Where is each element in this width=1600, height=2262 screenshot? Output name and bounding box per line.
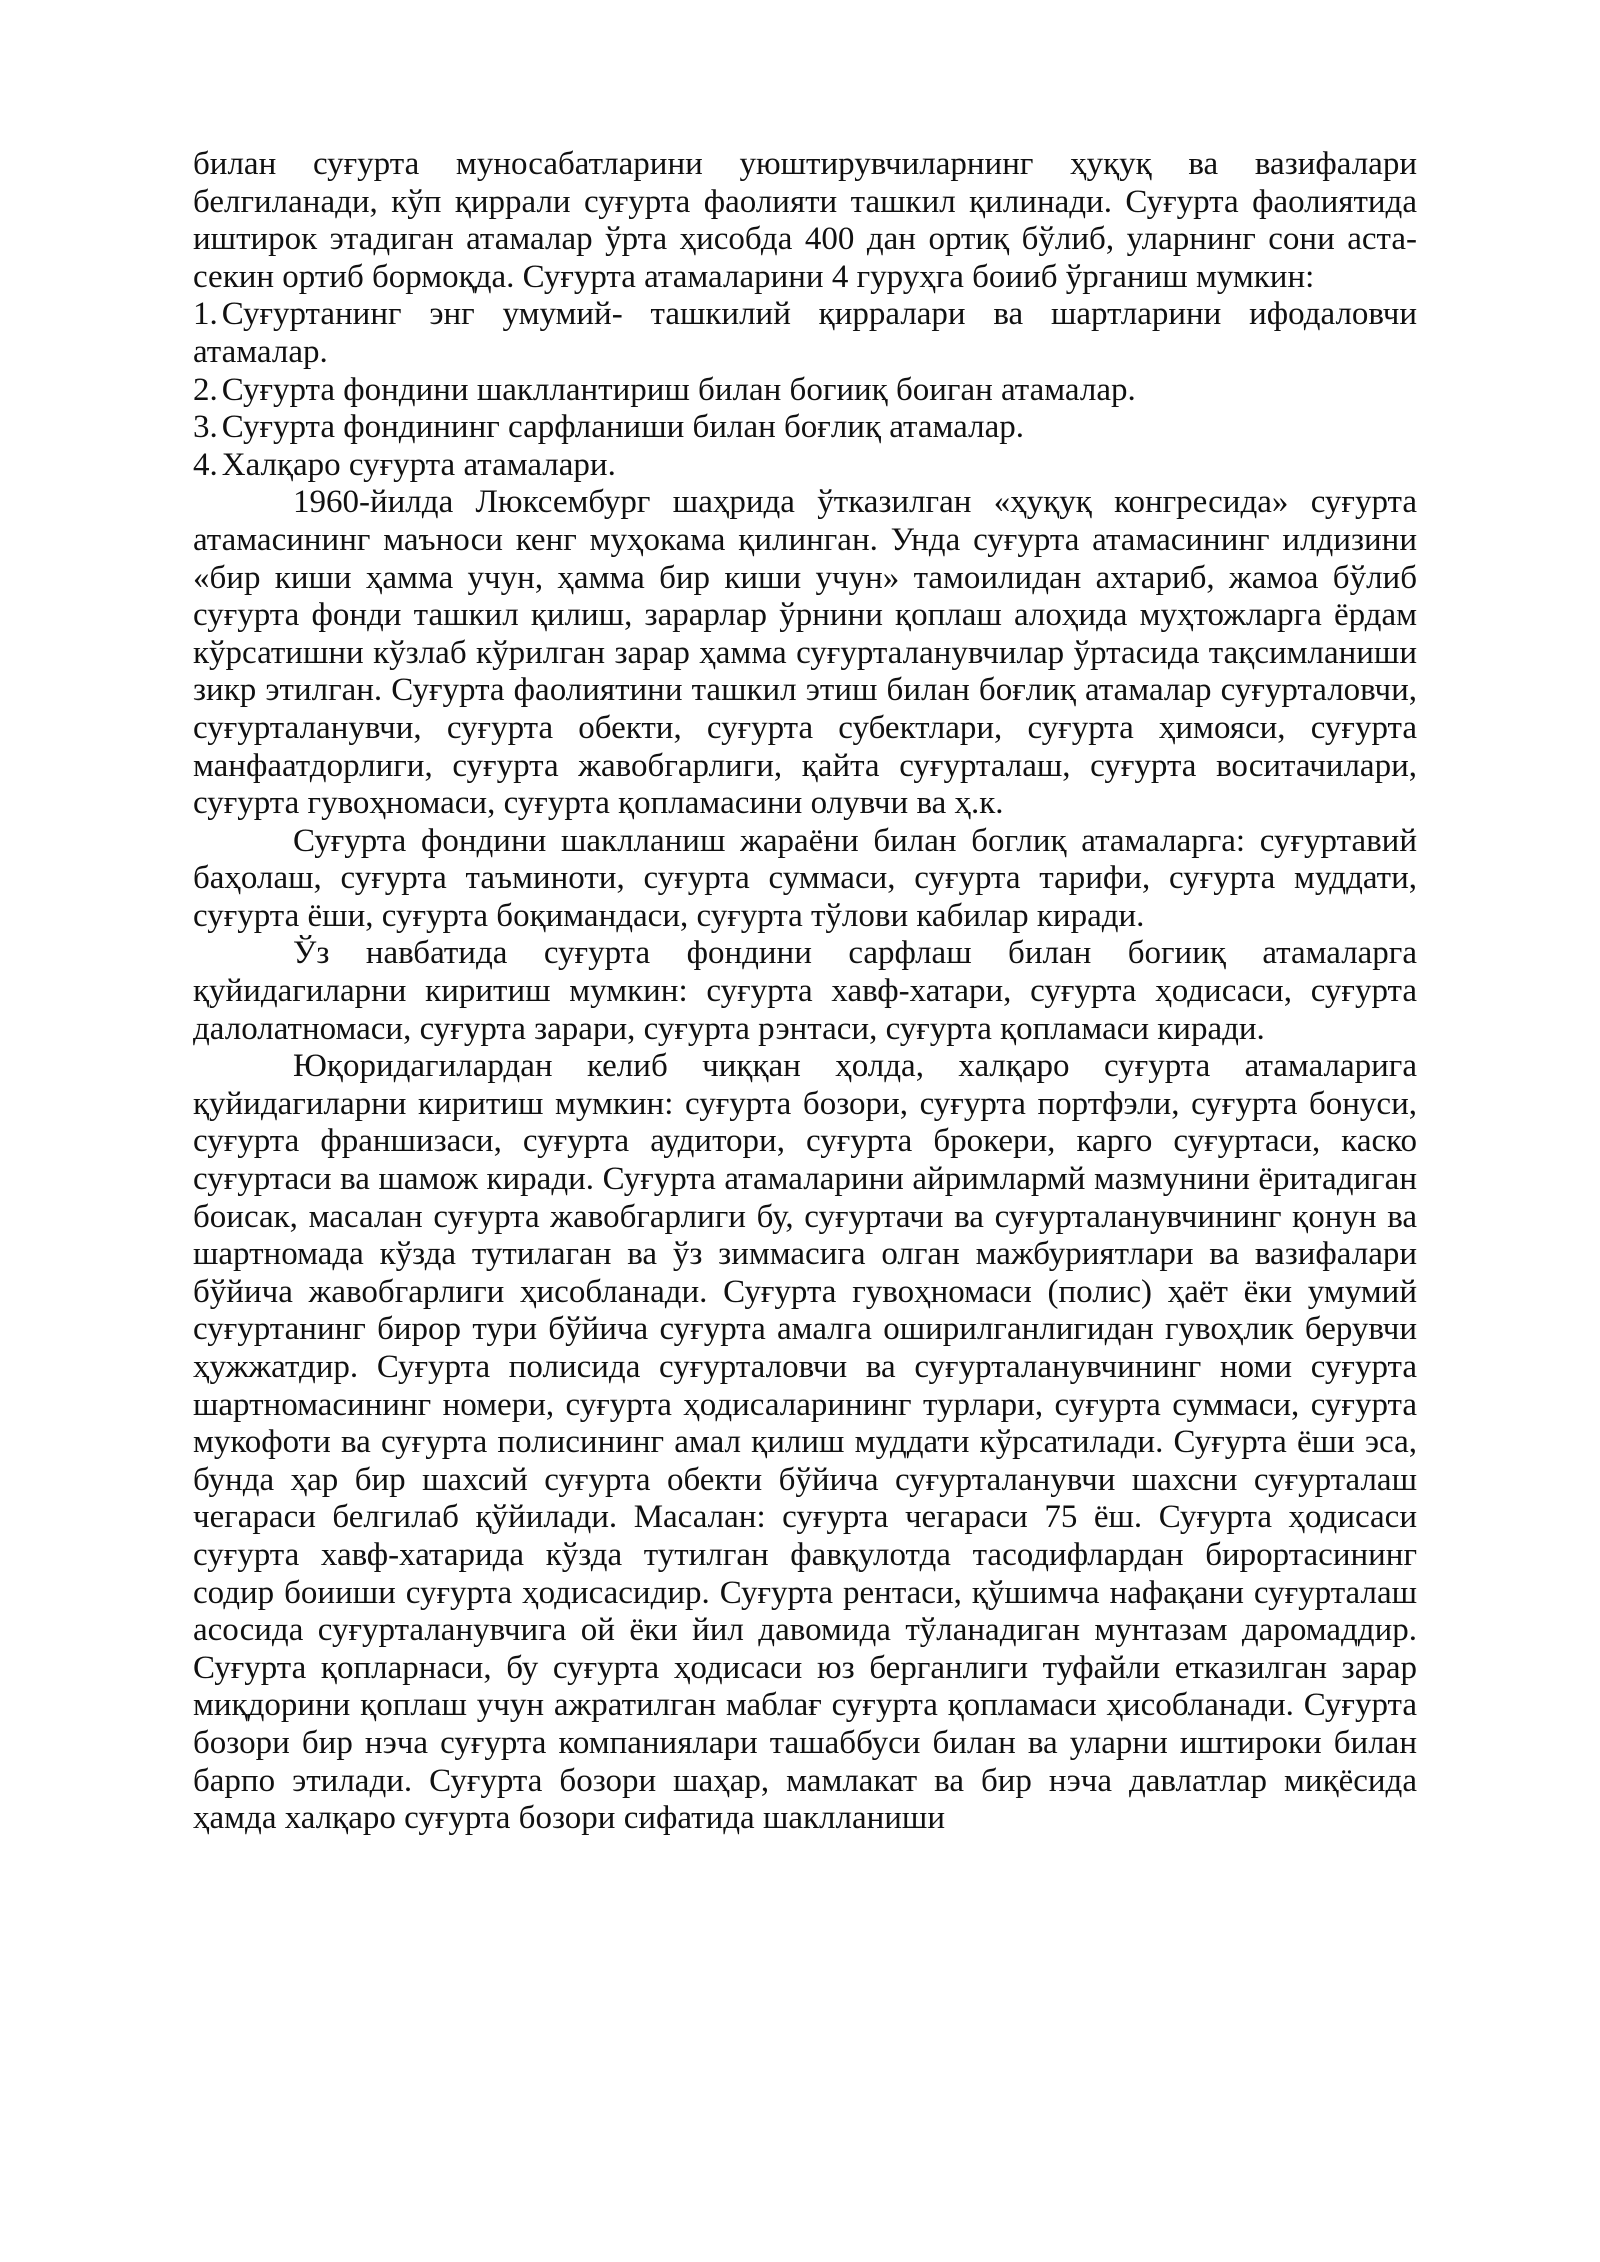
list-item xyxy=(193,372,1417,410)
term-groups-list xyxy=(193,296,1417,484)
fund-spending-paragraph: Ўз навбатида суғурта фондини сарфлаш билан богииқ атамаларга қуйидагиларни киритиш мумкин: суғурта хавф-хатари, суғурта ҳодисаси, суғурта далолатномаси, суғурта зарари, суғурта рэнтаси, суғурта қопламаси киради. xyxy=(193,935,1417,1047)
list-item xyxy=(193,409,1417,447)
congress-paragraph: 1960-йилда Люксембург шаҳрида ўтказилган «ҳуқуқ конгресида» суғурта атамасининг маъноси кенг муҳокама қилинган. Унда суғурта атамасининг илдизини «бир киши ҳамма учун, ҳамма бир киши учун» тамоилидан ахтариб, жамоа бўлиб суғурта фонди ташкил қилиш, зарарлар ўрнини қоплаш алоҳида муҳтожларга ёрдам кўрсатишни кўзлаб кўрилган зарар ҳамма суғурталанувчилар ўртасида тақсимланиши зикр этилган. Суғурта фаолиятини ташкил этиш билан боғлиқ атамалар суғурталовчи, суғурталанувчи, суғурта обекти, суғурта субектлари, суғурта ҳимояси, суғурта манфаатдорлиги, суғурта жавобгарлиги, қайта суғурталаш, суғурта воситачилари, суғурта гувоҳномаси, суғурта қопламасини олувчи ва ҳ.к. xyxy=(193,484,1417,822)
list-item xyxy=(193,447,1417,485)
intro-paragraph: билан суғурта муносабатларини уюштирувчиларнинг ҳуқуқ ва вазифалари белгиланади, кўп қиррали суғурта фаолияти ташкил қилинади. Суғурта фаолиятида иштирок этадиган атамалар ўрта ҳисобда 400 дан ортиқ бўлиб, уларнинг сони аста-секин ортиб бормоқда. Суғурта атамаларини 4 гуруҳга боииб ўрганиш мумкин: xyxy=(193,146,1417,295)
fund-formation-paragraph: Суғурта фондини шаклланиш жараёни билан боглиқ атамаларга: суғуртавий баҳолаш, суғурта таъминоти, суғурта суммаси, суғурта тарифи, суғурта муддати, суғурта ёши, суғурта боқимандаси, суғурта тўлови кабилар киради. xyxy=(193,822,1417,934)
international-terms-paragraph: Юқоридагилардан келиб чиққан ҳолда, халқаро суғурта атамаларига қуйидагиларни киритиш мумкин: суғурта бозори, суғурта портфэли, суғурта бонуси, суғурта франшизаси, суғурта аудитори, суғурта брокери, карго суғуртаси, каско суғуртаси ва шамож киради. Суғурта атамаларини айримлармй мазмунини ёритадиган боисак, масалан суғурта жавобгарлиги бу, суғуртачи ва суғурталанувчининг қонун ва шартномада кўзда тутилаган ва ўз зиммасига олган мажбуриятлари ва вазифалари бўйича жавобгарлиги ҳисобланади. Суғурта гувоҳномаси (полис) ҳаёт ёки умумий суғуртанинг бирор тури бўйича суғурта амалга оширилганлигидан гувоҳлик берувчи ҳужжатдир. Суғурта полисида суғурталовчи ва суғурталанувчининг номи суғурта шартномасининг номери, суғурта ҳодисаларининг турлари, суғурта суммаси, суғурта мукофоти ва суғурта полисининг амал қилиш муддати кўрсатилади. Суғурта ёши эса, бунда ҳар бир шахсий суғурта обекти бўйича суғурталанувчи шахсни суғурталаш чегараси белгилаб қўйилади. Масалан: суғурта чегараси 75 ёш. Суғурта ҳодисаси суғурта хавф-хатарида кўзда тутилган фавқулотда тасодифлардан бирортасининг содир боииши суғурта ҳодисасидир. Суғурта рентаси, қўшимча нафақани суғурталаш асосида суғурталанувчига ой ёки йил давомида тўланадиган мунтазам даромаддир. Суғурта қопларнаси, бу суғурта ҳодисаси юз берганлиги туфайли етказилган зарар миқдорини қоплаш учун ажратилган маблағ суғурта қопламаси ҳисобланади. Суғурта бозори бир нэча суғурта компаниялари ташаббуси билан ва уларни иштироки билан барпо этилади. Суғурта бозори шаҳар, мамлакат ва бир нэча давлатлар миқёсида ҳамда халқаро суғурта бозори сифатида шаклланиши xyxy=(193,1048,1417,1837)
list-item-text: Суғурта фондининг сарфланиши билан боғлиқ атамалар. xyxy=(221,409,1024,446)
list-item-text: Суғурта фондини шакллантириш билан богииқ боиган атамалар. xyxy=(221,371,1136,408)
list-item-number: 4. xyxy=(193,446,218,483)
list-item-number: 1. xyxy=(193,296,218,333)
document-page xyxy=(193,146,1417,1838)
list-item-number: 2. xyxy=(193,371,218,408)
list-item-number: 3. xyxy=(193,409,218,446)
list-item-text: Суғуртанинг энг умумий- ташкилий қирралари ва шартларини ифодаловчи атамалар. xyxy=(193,296,1417,370)
list-item-text: Халқаро суғурта атамалари. xyxy=(221,446,616,483)
list-item xyxy=(193,296,1417,371)
